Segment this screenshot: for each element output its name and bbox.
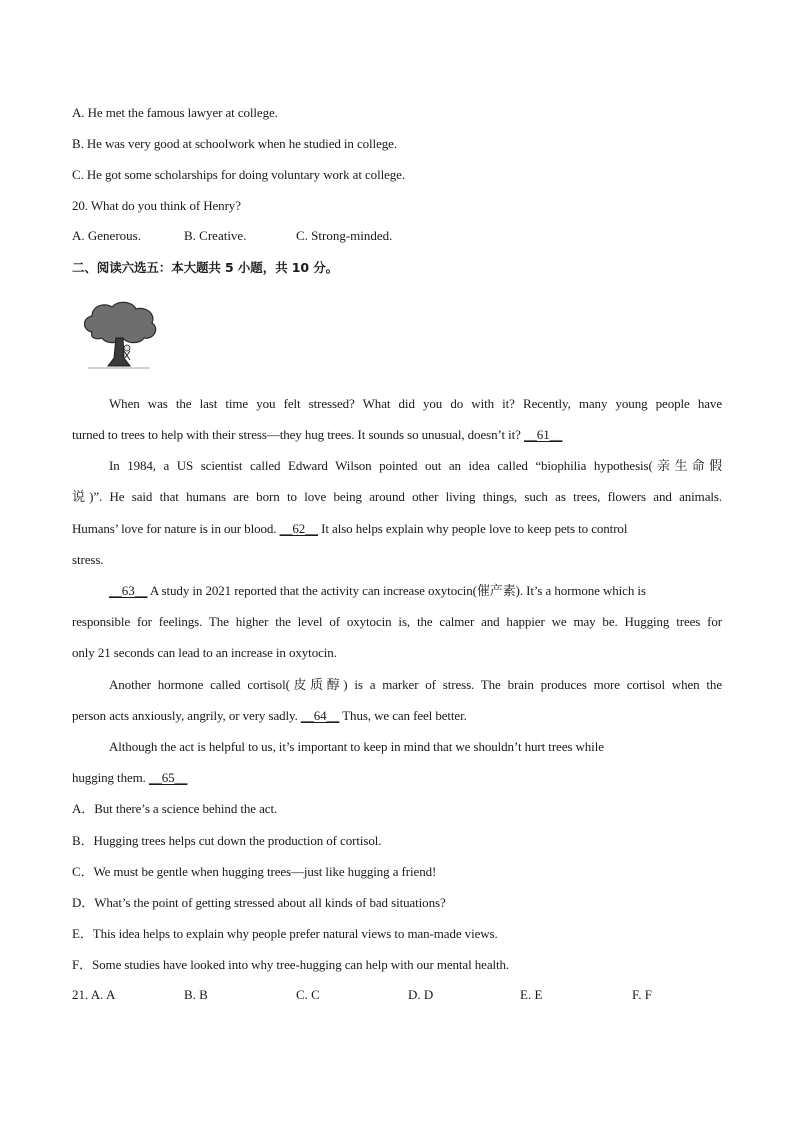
- p2-line3: [72, 520, 722, 538]
- p1-line1: When was the last time you felt stressed? What did you do with it? Recently, many young people have: [109, 396, 722, 411]
- p5-line2-text: hugging them.: [72, 770, 149, 785]
- p2-line1: In 1984, a US scientist called Edward Wilson pointed out an idea called “biophilia hypothesis(亲生命假: [109, 458, 722, 473]
- p2-line3-text-a: Humans’ love for nature is in our blood.: [72, 521, 280, 536]
- p3-line1: [109, 582, 722, 600]
- option-b: B．Hugging trees helps cut down the production of cortisol.: [72, 833, 382, 848]
- q19-option-c: C. He got some scholarships for doing voluntary work at college.: [72, 167, 405, 182]
- option-c: C．We must be gentle when hugging trees—just like hugging a friend!: [72, 864, 437, 879]
- tree-illustration: [78, 298, 160, 370]
- q21-choice-d[interactable]: D. D: [408, 987, 434, 1002]
- p2-line3-text-b: It also helps explain why people love to keep pets to control: [318, 521, 628, 536]
- q20-option-a: A. Generous.: [72, 228, 141, 243]
- q21-choice-e[interactable]: E. E: [520, 987, 543, 1002]
- p4-line1: Another hormone called cortisol(皮质醇) is a marker of stress. The brain produces more cortisol when the: [109, 677, 722, 692]
- q20-option-b: B. Creative.: [184, 228, 247, 243]
- q20-stem: 20. What do you think of Henry?: [72, 198, 241, 213]
- option-f: F．Some studies have looked into why tree-hugging can help with our mental health.: [72, 957, 510, 972]
- q21-choice-a[interactable]: 21. A. A: [72, 987, 116, 1002]
- blank-64: __64__: [300, 708, 340, 723]
- q20-option-c: C. Strong-minded.: [296, 228, 393, 243]
- blank-61: __61__: [524, 427, 563, 442]
- option-a: A．But there’s a science behind the act.: [72, 801, 278, 816]
- option-e: E．This idea helps to explain why people prefer natural views to man-made views.: [72, 926, 498, 941]
- p3-line1-text: A study in 2021 reported that the activity can increase oxytocin(催产素). It’s a hormone which is: [147, 583, 646, 598]
- q19-option-a: A. He met the famous lawyer at college.: [72, 105, 278, 120]
- option-d: D．What’s the point of getting stressed about all kinds of bad situations?: [72, 895, 446, 910]
- q19-option-b: B. He was very good at schoolwork when he studied in college.: [72, 136, 397, 151]
- q21-answer-choices: [72, 987, 722, 1005]
- p4-line2-text-b: Thus, we can feel better.: [339, 708, 467, 723]
- q21-choice-f[interactable]: F. F: [632, 987, 652, 1002]
- p5-line2: [72, 769, 722, 787]
- p3-line3: only 21 seconds can lead to an increase in oxytocin.: [72, 645, 337, 660]
- p3-line2: responsible for feelings. The higher the level of oxytocin is, the calmer and happier we may be. Hugging trees for: [72, 614, 722, 629]
- blank-62: __62__: [279, 521, 318, 536]
- blank-63: __63__: [109, 583, 148, 598]
- section-title: 二、阅读六选五：本大题共 5 小题，共 10 分。: [72, 260, 339, 275]
- q21-choice-c[interactable]: C. C: [296, 987, 320, 1002]
- p2-line2: 说)”. He said that humans are born to love being around other living things, such as trees, flowers and animals.: [72, 489, 722, 504]
- p4-line2-text-a: person acts anxiously, angrily, or very sadly.: [72, 708, 301, 723]
- q21-choice-b[interactable]: B. B: [184, 987, 208, 1002]
- p2-line4: stress.: [72, 552, 104, 567]
- blank-65: __65__: [148, 770, 188, 785]
- p4-line2: [72, 707, 722, 725]
- p1-line2-text: turned to trees to help with their stress—they hug trees. It sounds so unusual, doesn’t it?: [72, 427, 524, 442]
- p5-line1: Although the act is helpful to us, it’s important to keep in mind that we shouldn’t hurt trees while: [109, 739, 604, 754]
- q20-options: [72, 228, 722, 246]
- p1-line2: [72, 426, 722, 444]
